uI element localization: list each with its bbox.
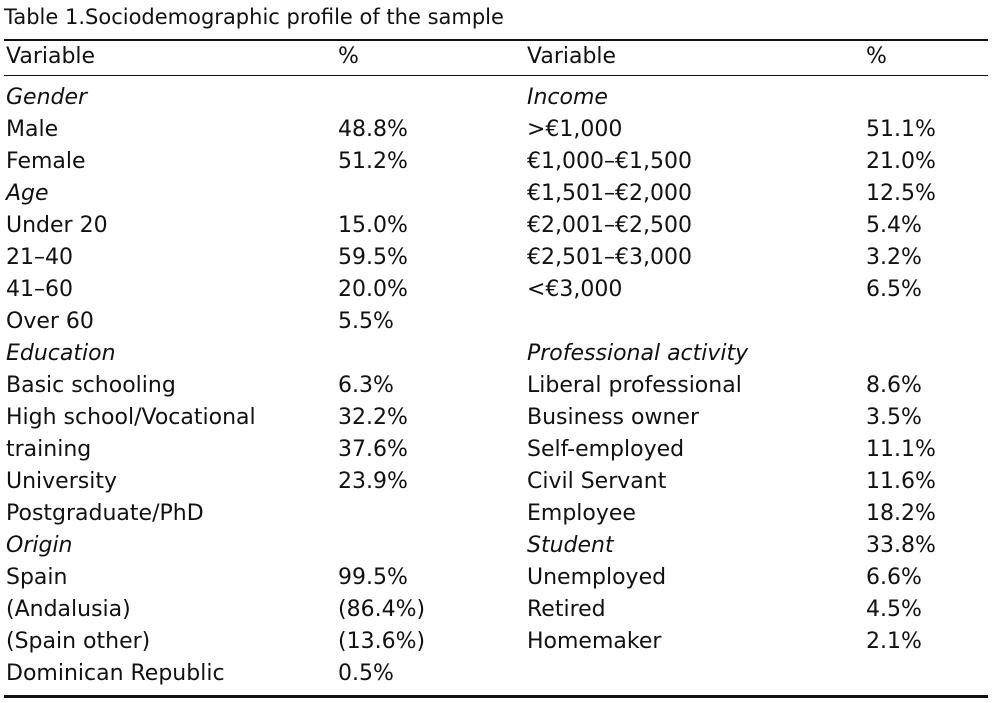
- right-row-label: Civil Servant: [527, 469, 667, 494]
- right-row-percent: 5.4%: [866, 213, 922, 238]
- left-row-label: Dominican Republic: [6, 661, 225, 686]
- left-row-label: Female: [6, 149, 86, 174]
- right-row-percent: 6.6%: [866, 565, 922, 590]
- left-row-percent: 23.9%: [338, 469, 408, 494]
- right-row-label: €2,501–€3,000: [527, 245, 692, 270]
- left-row-percent: (13.6%): [338, 629, 426, 654]
- table-caption: Table 1.Sociodemographic profile of the sample: [4, 5, 504, 29]
- right-row-label: Liberal professional: [527, 373, 742, 398]
- right-row-label: Business owner: [527, 405, 699, 430]
- right-row-percent: 11.6%: [866, 469, 936, 494]
- left-row-percent: 51.2%: [338, 149, 408, 174]
- left-row-percent: 59.5%: [338, 245, 408, 270]
- left-row-label: training: [6, 437, 92, 462]
- right-row-label: €2,001–€2,500: [527, 213, 692, 238]
- header-left-variable: Variable: [6, 44, 96, 69]
- right-row-percent: 8.6%: [866, 373, 922, 398]
- left-row-label: Spain: [6, 565, 68, 590]
- right-row-percent: 51.1%: [866, 117, 936, 142]
- left-category-label: Education: [6, 341, 116, 366]
- table-header-rule: [4, 75, 988, 76]
- left-row-label: University: [6, 469, 117, 494]
- right-row-percent: 3.5%: [866, 405, 922, 430]
- left-row-percent: 15.0%: [338, 213, 408, 238]
- right-row-percent: 21.0%: [866, 149, 936, 174]
- left-row-label: Male: [6, 117, 59, 142]
- right-row-percent: 4.5%: [866, 597, 922, 622]
- left-row-label: Over 60: [6, 309, 94, 334]
- right-row-label: <€3,000: [527, 277, 623, 302]
- right-category-label: Income: [527, 85, 608, 110]
- left-row-percent: 32.2%: [338, 405, 408, 430]
- right-row-percent: 2.1%: [866, 629, 922, 654]
- right-row-percent: 12.5%: [866, 181, 936, 206]
- left-row-percent: 0.5%: [338, 661, 394, 686]
- left-row-label: Under 20: [6, 213, 108, 238]
- right-row-percent: 3.2%: [866, 245, 922, 270]
- left-row-label: 21–40: [6, 245, 73, 270]
- left-row-percent: 5.5%: [338, 309, 394, 334]
- left-row-percent: (86.4%): [338, 597, 426, 622]
- left-row-percent: 99.5%: [338, 565, 408, 590]
- left-row-label: (Andalusia): [6, 597, 131, 622]
- right-row-label: Retired: [527, 597, 606, 622]
- right-row-percent: 11.1%: [866, 437, 936, 462]
- right-row-label: Employee: [527, 501, 636, 526]
- left-row-label: (Spain other): [6, 629, 151, 654]
- left-category-label: Age: [6, 181, 49, 206]
- left-row-label: Basic schooling: [6, 373, 176, 398]
- right-row-percent: 6.5%: [866, 277, 922, 302]
- left-row-percent: 6.3%: [338, 373, 394, 398]
- table-bottom-rule: [4, 695, 988, 698]
- right-row-label: >€1,000: [527, 117, 623, 142]
- left-row-label: 41–60: [6, 277, 73, 302]
- left-category-label: Origin: [6, 533, 73, 558]
- right-row-label: €1,501–€2,000: [527, 181, 692, 206]
- left-row-percent: 48.8%: [338, 117, 408, 142]
- right-row-label: Self-employed: [527, 437, 685, 462]
- header-right-percent: %: [866, 44, 887, 69]
- right-row-label: €1,000–€1,500: [527, 149, 692, 174]
- header-left-percent: %: [338, 44, 359, 69]
- right-row-label: Unemployed: [527, 565, 667, 590]
- right-row-label: Homemaker: [527, 629, 662, 654]
- left-category-label: Gender: [6, 85, 88, 110]
- right-row-percent: 33.8%: [866, 533, 936, 558]
- right-category-label: Professional activity: [527, 341, 749, 366]
- left-row-label: High school/Vocational: [6, 405, 256, 430]
- left-row-percent: 37.6%: [338, 437, 408, 462]
- left-row-percent: 20.0%: [338, 277, 408, 302]
- right-row-percent: 18.2%: [866, 501, 936, 526]
- table-top-rule: [4, 39, 988, 41]
- left-row-label: Postgraduate/PhD: [6, 501, 204, 526]
- right-category-label: Student: [527, 533, 614, 558]
- header-right-variable: Variable: [527, 44, 617, 69]
